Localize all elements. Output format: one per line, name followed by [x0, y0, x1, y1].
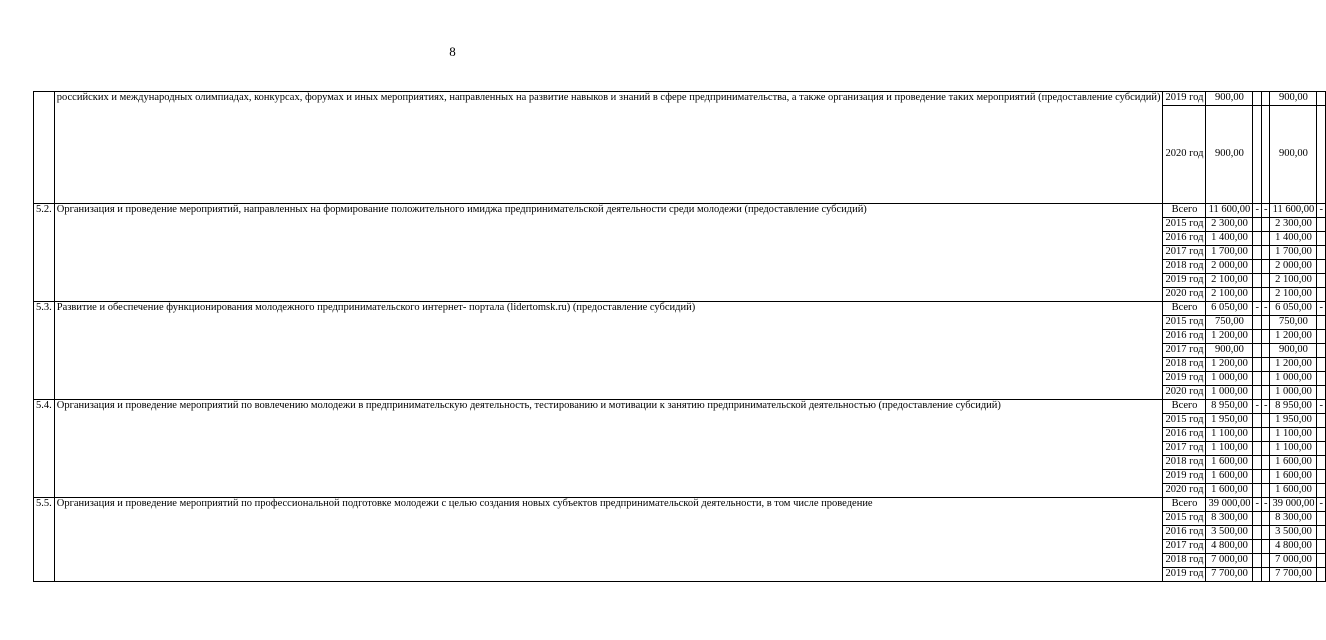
total-cell: 7 700,00 [1206, 568, 1253, 582]
local-budget-cell: 900,00 [1270, 344, 1317, 358]
regional-budget-cell [1261, 358, 1270, 372]
year-cell: 2018 год [1163, 358, 1206, 372]
year-cell: 2020 год [1163, 386, 1206, 400]
year-cell: 2018 год [1163, 554, 1206, 568]
table-row [34, 400, 1326, 414]
local-budget-cell: 1 200,00 [1270, 358, 1317, 372]
other-sources-cell [1317, 372, 1326, 386]
year-cell: 2020 год [1163, 106, 1206, 204]
year-cell: 2018 год [1163, 456, 1206, 470]
section-number: 5.4. [34, 400, 55, 498]
federal-budget-cell [1253, 470, 1262, 484]
total-cell: 2 300,00 [1206, 218, 1253, 232]
federal-budget-cell [1253, 232, 1262, 246]
federal-budget-cell [1253, 442, 1262, 456]
federal-budget-cell [1253, 428, 1262, 442]
total-cell: 8 950,00 [1206, 400, 1253, 414]
year-cell: Всего [1163, 302, 1206, 316]
regional-budget-cell: - [1261, 302, 1270, 316]
year-cell: 2016 год [1163, 526, 1206, 540]
section-name: Организация и проведение мероприятий, направленных на формирование положительного имиджа предпринимательской деятельности среди молодежи (предоставление субсидий) [54, 204, 1163, 302]
total-cell: 1 100,00 [1206, 442, 1253, 456]
other-sources-cell [1317, 358, 1326, 372]
federal-budget-cell [1253, 92, 1262, 106]
regional-budget-cell [1261, 274, 1270, 288]
local-budget-cell: 1 200,00 [1270, 330, 1317, 344]
federal-budget-cell [1253, 484, 1262, 498]
other-sources-cell [1317, 470, 1326, 484]
year-cell: 2019 год [1163, 372, 1206, 386]
local-budget-cell: 1 600,00 [1270, 470, 1317, 484]
federal-budget-cell: - [1253, 400, 1262, 414]
year-cell: 2019 год [1163, 92, 1206, 106]
regional-budget-cell [1261, 92, 1270, 106]
year-cell: Всего [1163, 204, 1206, 218]
regional-budget-cell [1261, 428, 1270, 442]
other-sources-cell [1317, 260, 1326, 274]
local-budget-cell: 4 800,00 [1270, 540, 1317, 554]
federal-budget-cell [1253, 316, 1262, 330]
federal-budget-cell [1253, 568, 1262, 582]
federal-budget-cell [1253, 386, 1262, 400]
regional-budget-cell [1261, 246, 1270, 260]
total-cell: 2 100,00 [1206, 274, 1253, 288]
local-budget-cell: 1 100,00 [1270, 442, 1317, 456]
federal-budget-cell [1253, 414, 1262, 428]
local-budget-cell: 8 300,00 [1270, 512, 1317, 526]
year-cell: 2019 год [1163, 470, 1206, 484]
year-cell: 2016 год [1163, 330, 1206, 344]
total-cell: 1 700,00 [1206, 246, 1253, 260]
section-number: 5.3. [34, 302, 55, 400]
local-budget-cell: 2 100,00 [1270, 288, 1317, 302]
other-sources-cell [1317, 274, 1326, 288]
year-cell: 2020 год [1163, 484, 1206, 498]
other-sources-cell [1317, 344, 1326, 358]
other-sources-cell [1317, 316, 1326, 330]
regional-budget-cell [1261, 330, 1270, 344]
federal-budget-cell [1253, 218, 1262, 232]
other-sources-cell [1317, 232, 1326, 246]
total-cell: 1 950,00 [1206, 414, 1253, 428]
table-row [34, 92, 1326, 106]
other-sources-cell: - [1317, 204, 1326, 218]
year-cell: Всего [1163, 498, 1206, 512]
federal-budget-cell [1253, 358, 1262, 372]
total-cell: 1 400,00 [1206, 232, 1253, 246]
other-sources-cell [1317, 540, 1326, 554]
other-sources-cell [1317, 512, 1326, 526]
local-budget-cell: 1 000,00 [1270, 372, 1317, 386]
year-cell: Всего [1163, 400, 1206, 414]
section-name: Организация и проведение мероприятий по профессиональной подготовке молодежи с целью создания новых субъектов предпринимательской деятельности, в том числе проведение [54, 498, 1163, 582]
total-cell: 1 600,00 [1206, 456, 1253, 470]
year-cell: 2016 год [1163, 232, 1206, 246]
section-name: российских и международных олимпиадах, конкурсах, форумах и иных мероприятиях, направленных на развитие навыков и знаний в сфере предпринимательства, а также организация и проведение таких мероприятий (предоставление субсидий) [54, 92, 1163, 204]
federal-budget-cell: - [1253, 204, 1262, 218]
regional-budget-cell [1261, 232, 1270, 246]
section-number: 5.2. [34, 204, 55, 302]
total-cell: 900,00 [1206, 344, 1253, 358]
year-cell: 2017 год [1163, 540, 1206, 554]
other-sources-cell [1317, 456, 1326, 470]
federal-budget-cell [1253, 288, 1262, 302]
federal-budget-cell [1253, 106, 1262, 204]
total-cell: 900,00 [1206, 106, 1253, 204]
section-name: Организация и проведение мероприятий по вовлечению молодежи в предпринимательскую деятельность, тестированию и мотивации к занятию предпринимательской деятельностью (предоставление субсидий) [54, 400, 1163, 498]
budget-table [33, 91, 1326, 582]
federal-budget-cell [1253, 456, 1262, 470]
total-cell: 2 000,00 [1206, 260, 1253, 274]
other-sources-cell [1317, 568, 1326, 582]
year-cell: 2018 год [1163, 260, 1206, 274]
local-budget-cell: 750,00 [1270, 316, 1317, 330]
local-budget-cell: 900,00 [1270, 106, 1317, 204]
local-budget-cell: 39 000,00 [1270, 498, 1317, 512]
other-sources-cell [1317, 428, 1326, 442]
total-cell: 7 000,00 [1206, 554, 1253, 568]
local-budget-cell: 11 600,00 [1270, 204, 1317, 218]
other-sources-cell: - [1317, 498, 1326, 512]
year-cell: 2019 год [1163, 274, 1206, 288]
regional-budget-cell [1261, 512, 1270, 526]
regional-budget-cell: - [1261, 204, 1270, 218]
local-budget-cell: 8 950,00 [1270, 400, 1317, 414]
local-budget-cell: 1 600,00 [1270, 484, 1317, 498]
federal-budget-cell [1253, 330, 1262, 344]
other-sources-cell: - [1317, 302, 1326, 316]
other-sources-cell [1317, 92, 1326, 106]
regional-budget-cell: - [1261, 400, 1270, 414]
total-cell: 1 200,00 [1206, 330, 1253, 344]
total-cell: 11 600,00 [1206, 204, 1253, 218]
year-cell: 2015 год [1163, 316, 1206, 330]
regional-budget-cell [1261, 414, 1270, 428]
total-cell: 6 050,00 [1206, 302, 1253, 316]
federal-budget-cell [1253, 274, 1262, 288]
federal-budget-cell [1253, 260, 1262, 274]
regional-budget-cell [1261, 526, 1270, 540]
regional-budget-cell [1261, 316, 1270, 330]
other-sources-cell [1317, 288, 1326, 302]
other-sources-cell [1317, 526, 1326, 540]
regional-budget-cell [1261, 456, 1270, 470]
total-cell: 750,00 [1206, 316, 1253, 330]
total-cell: 1 600,00 [1206, 484, 1253, 498]
federal-budget-cell [1253, 512, 1262, 526]
table-row [34, 302, 1326, 316]
local-budget-cell: 2 000,00 [1270, 260, 1317, 274]
regional-budget-cell [1261, 386, 1270, 400]
page-number: 8 [449, 44, 456, 59]
local-budget-cell: 7 700,00 [1270, 568, 1317, 582]
local-budget-cell: 2 100,00 [1270, 274, 1317, 288]
total-cell: 1 200,00 [1206, 358, 1253, 372]
total-cell: 1 000,00 [1206, 372, 1253, 386]
total-cell: 39 000,00 [1206, 498, 1253, 512]
regional-budget-cell [1261, 554, 1270, 568]
regional-budget-cell [1261, 568, 1270, 582]
local-budget-cell: 1 400,00 [1270, 232, 1317, 246]
other-sources-cell [1317, 246, 1326, 260]
table-row [34, 204, 1326, 218]
other-sources-cell [1317, 386, 1326, 400]
local-budget-cell: 7 000,00 [1270, 554, 1317, 568]
total-cell: 2 100,00 [1206, 288, 1253, 302]
regional-budget-cell [1261, 344, 1270, 358]
local-budget-cell: 2 300,00 [1270, 218, 1317, 232]
total-cell: 8 300,00 [1206, 512, 1253, 526]
federal-budget-cell: - [1253, 498, 1262, 512]
year-cell: 2015 год [1163, 218, 1206, 232]
local-budget-cell: 1 700,00 [1270, 246, 1317, 260]
regional-budget-cell [1261, 260, 1270, 274]
total-cell: 3 500,00 [1206, 526, 1253, 540]
local-budget-cell: 900,00 [1270, 92, 1317, 106]
federal-budget-cell [1253, 540, 1262, 554]
year-cell: 2016 год [1163, 428, 1206, 442]
federal-budget-cell [1253, 344, 1262, 358]
other-sources-cell [1317, 414, 1326, 428]
section-number [34, 92, 55, 204]
year-cell: 2020 год [1163, 288, 1206, 302]
regional-budget-cell [1261, 470, 1270, 484]
other-sources-cell [1317, 442, 1326, 456]
year-cell: 2017 год [1163, 344, 1206, 358]
federal-budget-cell [1253, 554, 1262, 568]
other-sources-cell: - [1317, 400, 1326, 414]
local-budget-cell: 3 500,00 [1270, 526, 1317, 540]
regional-budget-cell [1261, 540, 1270, 554]
section-number: 5.5. [34, 498, 55, 582]
total-cell: 4 800,00 [1206, 540, 1253, 554]
total-cell: 900,00 [1206, 92, 1253, 106]
total-cell: 1 600,00 [1206, 470, 1253, 484]
local-budget-cell: 1 950,00 [1270, 414, 1317, 428]
federal-budget-cell: - [1253, 302, 1262, 316]
total-cell: 1 000,00 [1206, 386, 1253, 400]
regional-budget-cell [1261, 372, 1270, 386]
local-budget-cell: 1 600,00 [1270, 456, 1317, 470]
regional-budget-cell: - [1261, 498, 1270, 512]
year-cell: 2017 год [1163, 442, 1206, 456]
regional-budget-cell [1261, 442, 1270, 456]
table-row [34, 498, 1326, 512]
year-cell: 2019 год [1163, 568, 1206, 582]
regional-budget-cell [1261, 106, 1270, 204]
total-cell: 1 100,00 [1206, 428, 1253, 442]
other-sources-cell [1317, 484, 1326, 498]
other-sources-cell [1317, 330, 1326, 344]
federal-budget-cell [1253, 246, 1262, 260]
year-cell: 2015 год [1163, 414, 1206, 428]
other-sources-cell [1317, 554, 1326, 568]
year-cell: 2017 год [1163, 246, 1206, 260]
year-cell: 2015 год [1163, 512, 1206, 526]
section-name: Развитие и обеспечение функционирования молодежного предпринимательского интернет- портала (lidertomsk.ru) (предоставление субсидий) [54, 302, 1163, 400]
other-sources-cell [1317, 218, 1326, 232]
local-budget-cell: 1 000,00 [1270, 386, 1317, 400]
regional-budget-cell [1261, 288, 1270, 302]
other-sources-cell [1317, 106, 1326, 204]
local-budget-cell: 6 050,00 [1270, 302, 1317, 316]
regional-budget-cell [1261, 218, 1270, 232]
federal-budget-cell [1253, 526, 1262, 540]
regional-budget-cell [1261, 484, 1270, 498]
federal-budget-cell [1253, 372, 1262, 386]
local-budget-cell: 1 100,00 [1270, 428, 1317, 442]
